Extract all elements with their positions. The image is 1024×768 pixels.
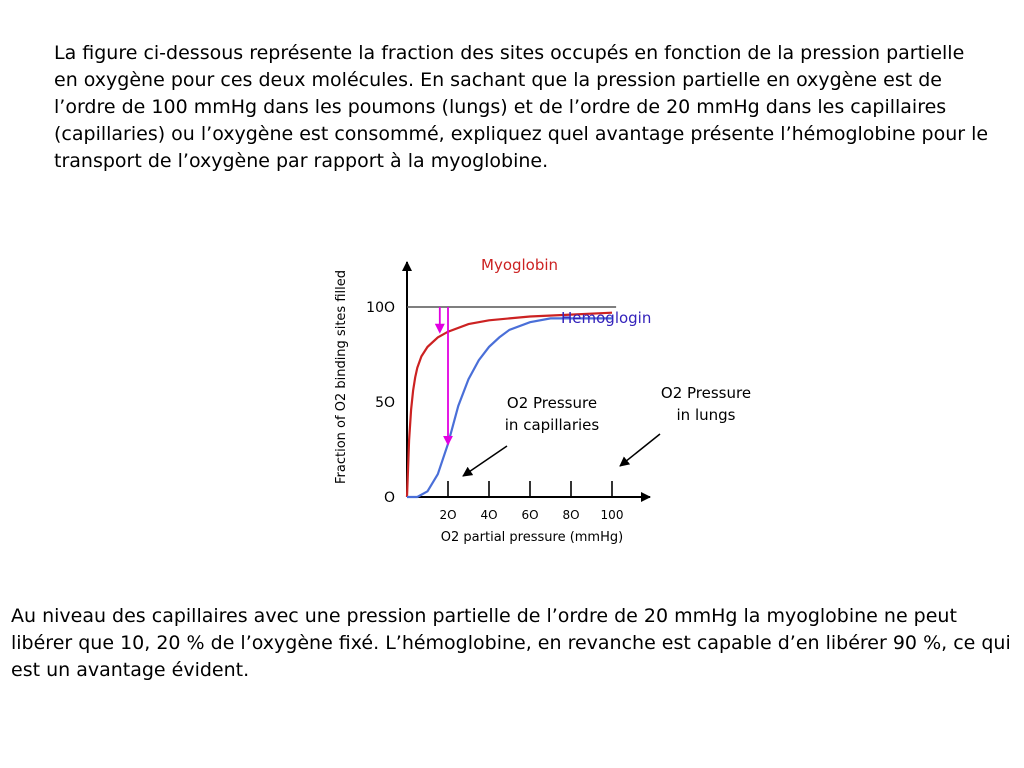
- lungs-pointer-arrow: [620, 434, 660, 466]
- answer-paragraph: Au niveau des capillaires avec une pression partielle de l’ordre de 20 mmHg la myoglobine ne peut libérer que 10, 20 % de l’oxygène fixé. L’hémoglobine, en revanche est capable d’en libérer 90 %, ce qui est un avantage évident.: [11, 605, 1011, 681]
- y-tick-label: 5O: [375, 395, 395, 411]
- y-tick-label: O: [383, 490, 395, 506]
- capillaries-label-line1: O2 Pressure: [506, 394, 598, 412]
- x-tick-label: 8O: [562, 508, 580, 522]
- lungs-label-line2: in lungs: [676, 406, 736, 424]
- legend-hemoglobin: Hemoglogin: [561, 309, 652, 327]
- x-tick-label: 4O: [480, 508, 498, 522]
- question-paragraph: La figure ci-dessous représente la fraction des sites occupés en fonction de la pression partielle en oxygène pour ces deux molécules. En sachant que la pression partielle en oxygène est de l’ordre de 100 mmHg dans les poumons (lungs) et de l’ordre de 20 mmHg dans les capillaires (capillaries) ou l’oxygène est consommé, expliquez quel avantage présente l’hémoglobine pour le transport de l’oxygène par rapport à la myoglobine.: [54, 42, 989, 172]
- legend-myoglobin: Myoglobin: [481, 256, 559, 274]
- x-tick-label: 100: [600, 508, 624, 522]
- capillaries-pointer-arrow: [463, 446, 507, 476]
- x-tick-label: 6O: [521, 508, 539, 522]
- lungs-label-line1: O2 Pressure: [660, 384, 752, 402]
- x-axis-title: O2 partial pressure (mmHg): [440, 530, 624, 545]
- x-tick-label: 2O: [439, 508, 457, 522]
- y-tick-group: [366, 300, 395, 506]
- y-axis-title: Fraction of O2 binding sites filled: [334, 270, 349, 484]
- y-tick-label: 10O: [366, 300, 395, 316]
- x-tick-group: [439, 481, 623, 522]
- capillaries-label-line2: in capillaries: [504, 416, 600, 434]
